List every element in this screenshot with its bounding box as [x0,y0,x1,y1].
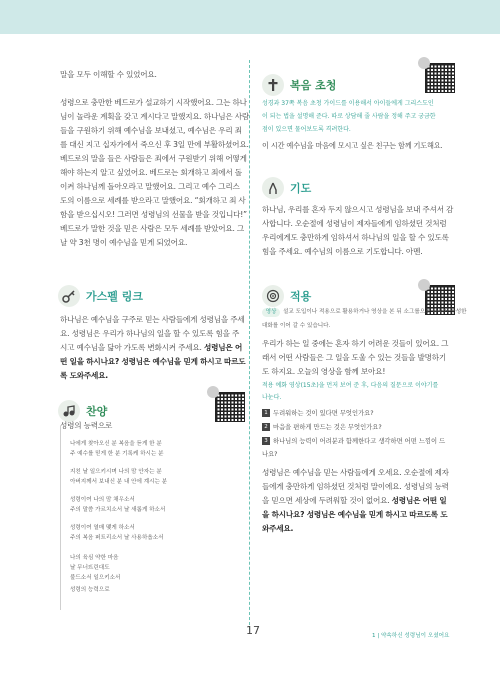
apply-closing-bold: 을 하시나요? 성령님은 예수님을 믿게 하시고 따르도록 도 [262,510,448,519]
cross-icon [262,74,284,96]
gospel-bold: 떤 일을 하시나요? 성령님은 예수님을 믿게 하시고 따르도 [60,357,246,366]
apply-closing-bold: 와주세요. [262,524,294,533]
question-item [262,436,445,447]
apply-title: 적용 [290,290,312,303]
lyric-line: 성령의 능력으로 [70,587,110,593]
qr-badge [207,386,219,398]
question-item [262,422,382,433]
prayer-line: 힘을 주세요. 예수님의 이름으로 기도합니다. 아멘. [262,247,423,256]
apply-note: 대화를 이어 갈 수 있습니다. [262,323,331,329]
invite-teal-line: 점이 있으면 물어보도록 격려한다. [262,126,351,133]
gospel-line: 시고 예수님을 닮아 가도록 변화시켜 주세요. [60,343,202,352]
lyric-line: 아버지께서 보내신 분 내 안에 계시는 분 [70,479,168,485]
qr-badge [418,57,430,69]
intro-line: 베드로의 말을 들은 사람들은 죄에서 구원받기 위해 어떻게 [60,154,247,163]
apply-closing-bold-line [262,522,293,535]
gospel-bold-line [60,369,108,382]
intro-line: 베드로가 말한 것을 믿은 사람은 모두 세례를 받았어요. 그 [60,224,245,233]
invite-title: 복음 초청 [290,79,337,92]
intro-line: 를 대신 지고 십자가에서 죽으신 후 3일 만에 부활하셨어요. [60,140,249,149]
apply-line: 래서 어떤 사람들은 그 일을 도울 수 있는 것들을 발명하기 [262,353,447,362]
gospel-line: 하나님은 예수님을 구주로 믿는 사람들에게 성령님을 주세 [60,315,245,324]
intro-line: 성령으로 충만한 베드로가 설교하기 시작했어요. 그는 하나 [60,98,247,107]
apply-heading [262,285,311,307]
prayer-heading [262,177,311,199]
prayer-line: 사합니다. 오순절에 성령님이 제자들에게 임하셨던 것처럼 [262,219,447,228]
lyric-line: 성령이여 나의 맘 채우소서 [70,497,135,503]
intro-line: 함을 받으십시오! 그러면 성령님의 선물을 받을 것입니다!” [60,210,247,219]
lyric-line: 지친 날 일으키시며 나의 맘 안자는 분 [70,469,162,475]
chapter-footer: 1 | 약속하신 성령님이 오셨어요 [372,633,450,639]
lyric-line: 주의 복음 퍼트리소서 날 사용하옵소서 [70,535,164,541]
gospel-line: 요. 성령님은 우리가 하나님의 일을 할 수 있도록 힘을 주 [60,329,240,338]
apply-note: 설교 도입이나 적용으로 활용하거나 영상을 본 뒤 소그룹으로 나누어 풍성한 [283,309,467,315]
apply-closing-line: 을 믿으면 세상에 두려워할 것이 없어요. [262,496,390,505]
intro-line: 해야 하는지 알고 싶었어요. 베드로는 회개하고 죄에서 돌 [60,168,242,177]
invite-teal-line: 성경과 37쪽 복음 초청 가이드를 이용해서 아이들에게 그리스도인 [262,100,434,107]
gospel-link-title: 가스펠 링크 [86,290,143,303]
lyric-line: 주 예수를 믿게 한 분 기록케 하시는 분 [70,451,164,457]
lyric-line: 주의 말씀 가르치소서 날 새롭게 하소서 [70,507,166,513]
intro-line: 말을 모두 이해할 수 있었어요. [60,70,157,79]
apply-closing-line: 들에게 충만하게 임하셨던 것처럼 말이에요. 성령님의 능력 [262,482,449,491]
intro-line: 도의 이름으로 세례를 받으라고 말했어요. “회개하고 죄 사 [60,196,246,205]
top-band [0,0,500,34]
lyric-line: 성령이여 열매 맺게 하소서 [70,525,135,531]
apply-teal-line: 나눈다. [262,394,282,401]
question-text: 마음을 편하게 만드는 것은 무엇인가요? [273,424,382,431]
apply-closing-bold: 성령님은 어떤 일 [391,496,447,505]
gospel-bold: 성령님은 어 [203,343,243,352]
lyric-line: 불드소서 일으키소서 [70,575,121,581]
praise-title: 찬양 [86,405,108,418]
question-text: 두려워하는 것이 있다면 무엇인가요? [273,410,374,417]
qr-code-invite [425,63,455,93]
target-icon [262,285,284,307]
praise-subtitle: 성령의 능력으로 [60,421,113,430]
question-number: 1 [262,409,270,417]
gospel-line-mixed [60,341,242,354]
intro-line: 이켜 하나님께 돌아오라고 말했어요. 그리고 예수 그리스 [60,182,240,191]
invite-line: 이 시간 예수님을 마음에 모시고 싶은 친구는 함께 기도해요. [262,141,443,150]
invite-heading [262,74,336,96]
prayer-title: 기도 [290,182,312,195]
gospel-bold: 록 도와주세요. [60,371,108,380]
lyric-line: 나의 육심 약한 마음 [70,555,119,561]
key-icon [58,285,80,307]
question-item-cont: 나요? [262,451,278,458]
intro-line: 날 약 3천 명이 예수님을 믿게 되었어요. [60,238,188,247]
qr-code-praise [215,392,245,422]
column-divider [249,60,250,630]
intro-line: 들을 구원하기 위해 예수님을 보내셨고, 예수님은 우리 죄 [60,126,242,135]
gospel-bold-line [60,355,245,368]
question-item [262,408,374,419]
intro-line: 님이 놀라운 계획을 갖고 계시다고 말했지요. 하나님은 사람 [60,112,249,121]
lyric-line: 나에게 찾아오신 분 복음을 듣게 한 분 [70,441,162,447]
apply-closing-bold-line [262,508,447,521]
apply-line: 우리가 하는 일 중에는 혼자 하기 어려운 것들이 있어요. 그 [262,339,449,348]
apply-closing-line: 성령님은 예수님을 믿는 사람들에게 오세요. 오순절에 제자 [262,468,449,477]
video-pill: 영상 [262,308,280,317]
prayer-line: 하나님, 우리를 혼자 두지 않으시고 성령님을 보내 주셔서 감 [262,205,454,214]
question-text: 하나님의 능력이 어려분과 함께한다고 생각하면 어떤 느낌이 드 [273,438,446,445]
apply-teal-line: 적용 예화 영상(15초)을 먼저 보여 준 후, 다음의 질문으로 이야기를 [262,382,439,389]
qr-badge [418,279,430,291]
invite-teal-line: 이 되는 법을 설명해 준다. 따로 상담해 줄 사람을 정해 주고 궁금한 [262,113,436,120]
apply-line: 도 하지요. 오늘의 영상을 함께 보아요! [262,367,386,376]
prayer-line: 우리에게도 충만하게 임하셔서 하나님의 일을 할 수 있도록 [262,233,449,242]
question-number: 3 [262,437,270,445]
gospel-link-heading [58,285,143,307]
question-number: 2 [262,423,270,431]
praying-hands-icon [262,177,284,199]
lyric-line: 날 무너뜨린대도 [70,565,110,571]
apply-closing-mixed [262,494,447,507]
page-number: 17 [246,624,260,637]
